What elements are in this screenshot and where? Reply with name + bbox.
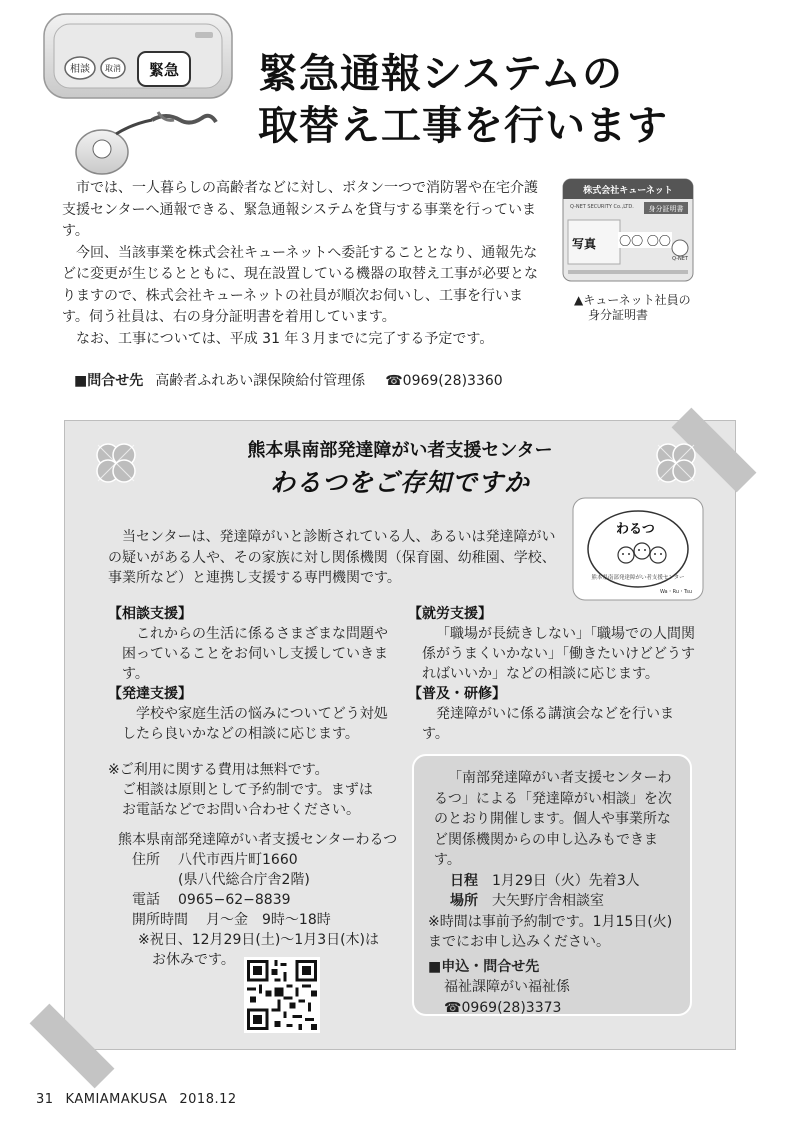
article-title <box>258 48 758 152</box>
center-address-label: 住所 <box>132 852 160 868</box>
block-heading: 【就労支援】 <box>408 606 492 622</box>
article-title-line1: 緊急通報システムの <box>258 51 623 97</box>
waltz-logo-name: わるつ <box>616 522 655 537</box>
article-title-line2: 取替え工事を行います <box>258 103 668 149</box>
fee-notice-line3: お電話などでお問い合わせください。 <box>122 802 360 818</box>
article-paragraph: 今回、当該事業を株式会社キューネットへ委託することとなり、通報先などに変更が生じるとともに、現在設置している機器の取替え工事が必要となりますので、株式会社キューネットの社員が順次お伺いし、工事を行います。伺う社員は、右の身分証明書を着用しています。 <box>62 244 538 325</box>
center-hours: 月〜金 9時〜18時 <box>206 912 331 928</box>
consultation-intro: 「南部発達障がい者支援センターわるつ」による「発達障がい相談」を次のとおり開催します。個人や事業所など関係機関からの申し込みもできます。 <box>434 770 672 868</box>
section-subtitle: 熊本県南部発達障がい者支援センター <box>247 440 553 461</box>
center-address-note: (県八代総合庁舎2階) <box>178 872 310 888</box>
waltz-logo-sub: Wa・Ru・Tsu <box>659 589 693 595</box>
page-footer <box>36 1092 436 1107</box>
device-button-mid-label: 取消 <box>105 64 121 73</box>
block-heading: 【普及・研修】 <box>408 686 506 702</box>
consultation-department: 福祉課障がい福祉係 <box>444 979 570 995</box>
center-hours-label: 開所時間 <box>132 912 188 928</box>
issue-date: 2018.12 <box>179 1092 237 1107</box>
clover-icon <box>90 437 142 489</box>
block-body: 学校や家庭生活の悩みについてどう対処したら良いかなどの相談に応じます。 <box>122 706 388 742</box>
block-body: 発達障がいに係る講演会などを行います。 <box>422 706 674 742</box>
article-body <box>62 178 548 350</box>
center-closed-line2: お休みです。 <box>152 952 235 968</box>
id-card-company: 株式会社キューネット <box>583 186 673 196</box>
consultation-place-label: 場所 <box>450 893 478 909</box>
fee-notice-line2: ご相談は原則として予約制です。まずは <box>122 782 373 798</box>
id-card-image <box>562 178 694 282</box>
center-phone-label: 電話 <box>132 892 160 908</box>
section-intro <box>108 527 566 589</box>
consultation-box <box>412 754 692 1016</box>
article-contact-department: 高齢者ふれあい課保険給付管理係 <box>155 373 366 389</box>
article-paragraph: 市では、一人暮らしの高齢者などに対し、ボタン一つで消防署や在宅介護支援センターへ通報できる、緊急通報システムを貸与する事業を行っています。 <box>62 180 538 239</box>
id-card-photo-label: 写真 <box>572 237 597 251</box>
block-heading: 【発達支援】 <box>108 686 192 702</box>
device-button-left-label: 相談 <box>70 64 90 75</box>
section-intro-text: 当センターは、発達障がいと診断されている人、あるいは発達障がいの疑いがある人や、その家族に対し関係機関（保育園、幼稚園、学校、事業所など）と連携し支援する専門機関です。 <box>108 529 556 586</box>
fee-notice <box>108 760 408 820</box>
qr-code[interactable] <box>244 957 320 1033</box>
consultation-note: ※時間は事前予約制です。1月15日(火)までにお申し込みください。 <box>428 913 673 950</box>
center-closed-line1: ※祝日、12月29日(土)〜1月3日(木)は <box>138 932 380 948</box>
consultation-contact-label: ■申込・問合せ先 <box>428 958 540 975</box>
id-card-brand: Q-NET <box>672 256 688 262</box>
center-phone: 0965−62−8839 <box>178 892 291 908</box>
block-heading: 【相談支援】 <box>108 606 192 622</box>
consultation-date: 1月29日（火）先着3人 <box>492 872 640 889</box>
center-address: 八代市西片町1660 <box>178 852 298 868</box>
clover-icon <box>650 437 702 489</box>
fee-notice-line1: ※ご利用に関する費用は無料です。 <box>108 762 329 778</box>
block-body: これからの生活に係るさまざまな問題や困っていることをお伺いし支援していきます。 <box>122 626 388 682</box>
consultation-date-label: 日程 <box>450 872 478 889</box>
id-card-caption <box>574 293 724 323</box>
article-contact-phone: ☎0969(28)3360 <box>385 373 503 389</box>
page-number: 31 <box>36 1092 54 1107</box>
section-title: わるつをご存知ですか <box>270 468 530 497</box>
support-column-left <box>108 604 400 744</box>
center-info <box>118 830 418 970</box>
support-column-right <box>408 604 698 744</box>
consultation-place: 大矢野庁舎相談室 <box>492 893 604 909</box>
magazine-name: KAMIAMAKUSA <box>65 1092 168 1107</box>
id-card-badge: 身分証明書 <box>648 205 684 213</box>
id-card-name: 〇〇 〇〇 <box>619 234 671 248</box>
article-paragraph: なお、工事については、平成 31 年３月までに完了する予定です。 <box>76 330 494 347</box>
id-card-caption-line2: 身分証明書 <box>588 308 649 322</box>
waltz-logo-ring-text: 熊本県南部発達障がい者支援センター <box>591 575 685 581</box>
article-contact-label: ■問合せ先 <box>74 373 144 389</box>
emergency-device-photo <box>40 8 240 178</box>
center-name: 熊本県南部発達障がい者支援センターわるつ <box>118 832 398 848</box>
id-card-company-en: Q-NET SECURITY Co.,LTD. <box>570 204 634 210</box>
waltz-logo <box>572 497 704 601</box>
device-button-right-label: 緊急 <box>148 61 180 79</box>
block-body: 「職場が長続きしない」「職場での人間関係がうまくいかない」「働きたいけどどうすればいいか」などの相談に応じます。 <box>422 626 695 682</box>
id-card-caption-line1: ▲キューネット社員の <box>574 293 691 307</box>
consultation-phone: ☎0969(28)3373 <box>444 999 562 1016</box>
article-contact <box>74 370 674 390</box>
